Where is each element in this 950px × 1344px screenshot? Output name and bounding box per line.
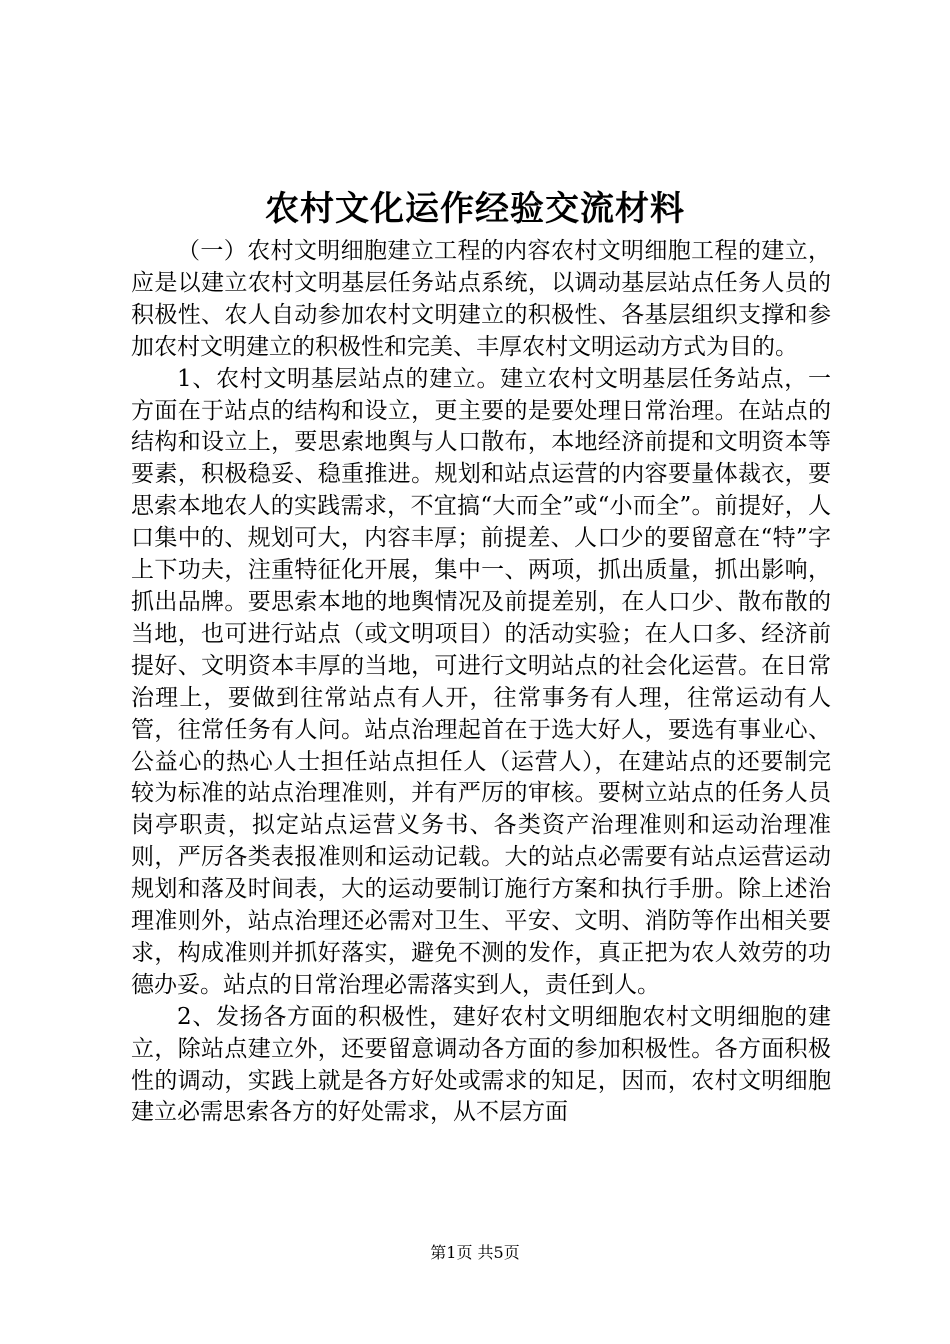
paragraph-intro: （一）农村文明细胞建立工程的内容农村文明细胞工程的建立，应是以建立农村文明基层任务站点系统，以调动基层站点任务人员的积极性、农人自动参加农村文明建立的积极性、各基层组织支撑和参加农村文明建立的积极性和完美、丰厚农村文明运动方式为目的。 [131, 238, 831, 360]
paragraph-section-2: 2、发扬各方面的积极性，建好农村文明细胞农村文明细胞的建立，除站点建立外，还要留意调动各方面的参加积极性。各方面积极性的调动，实践上就是各方好处或需求的知足，因而，农村文明细胞建立必需思索各方的好处需求，从不层方面 [131, 1003, 831, 1126]
document-title: 农村文化运作经验交流材料 [265, 189, 685, 229]
page-number-footer: 第1页 共5页 [430, 1243, 520, 1262]
paragraph-section-1: 1、农村文明基层站点的建立。建立农村文明基层任务站点，一方面在于站点的结构和设立，更主要的是要处理日常治理。在站点的结构和设立上，要思索地舆与人口散布，本地经济前提和文明资本等要素，积极稳妥、稳重推进。规划和站点运营的内容要量体裁衣，要思索本地农人的实践需求，不宜搞“大而全”或“小而全”。前提好，人口集中的、规划可大，内容丰厚；前提差、人口少的要留意在“特”字上下功夫，注重特征化开展，集中一、两项，抓出质量，抓出影响，抓出品牌。要思索本地的地舆情况及前提差别，在人口少、散布散的当地，也可进行站点（或文明项目）的活动实验；在人口多、经济前提好、文明资本丰厚的当地，可进行文明站点的社会化运营。在日常治理上，要做到往常站点有人开，往常事务有人理，往常运动有人管，往常任务有人问。站点治理起首在于选大好人，要选有事业心、公益心的热心人士担任站点担任人（运营人），在建站点的还要制完较为标准的站点治理准则，并有严厉的审核。要树立站点的任务人员岗亭职责，拟定站点运营义务书、各类资产治理准则和运动治理准则，严厉各类表报准则和运动记载。大的站点必需要有站点运营运动规划和落及时间表，大的运动要制订施行方案和执行手册。除上述治理准则外，站点治理还必需对卫生、平安、文明、消防等作出相关要求，构成准则并抓好落实，避免不测的发作，真正把为农人效劳的功德办妥。站点的日常治理必需落实到人，责任到人。 [131, 365, 831, 998]
document-body [131, 236, 831, 1129]
